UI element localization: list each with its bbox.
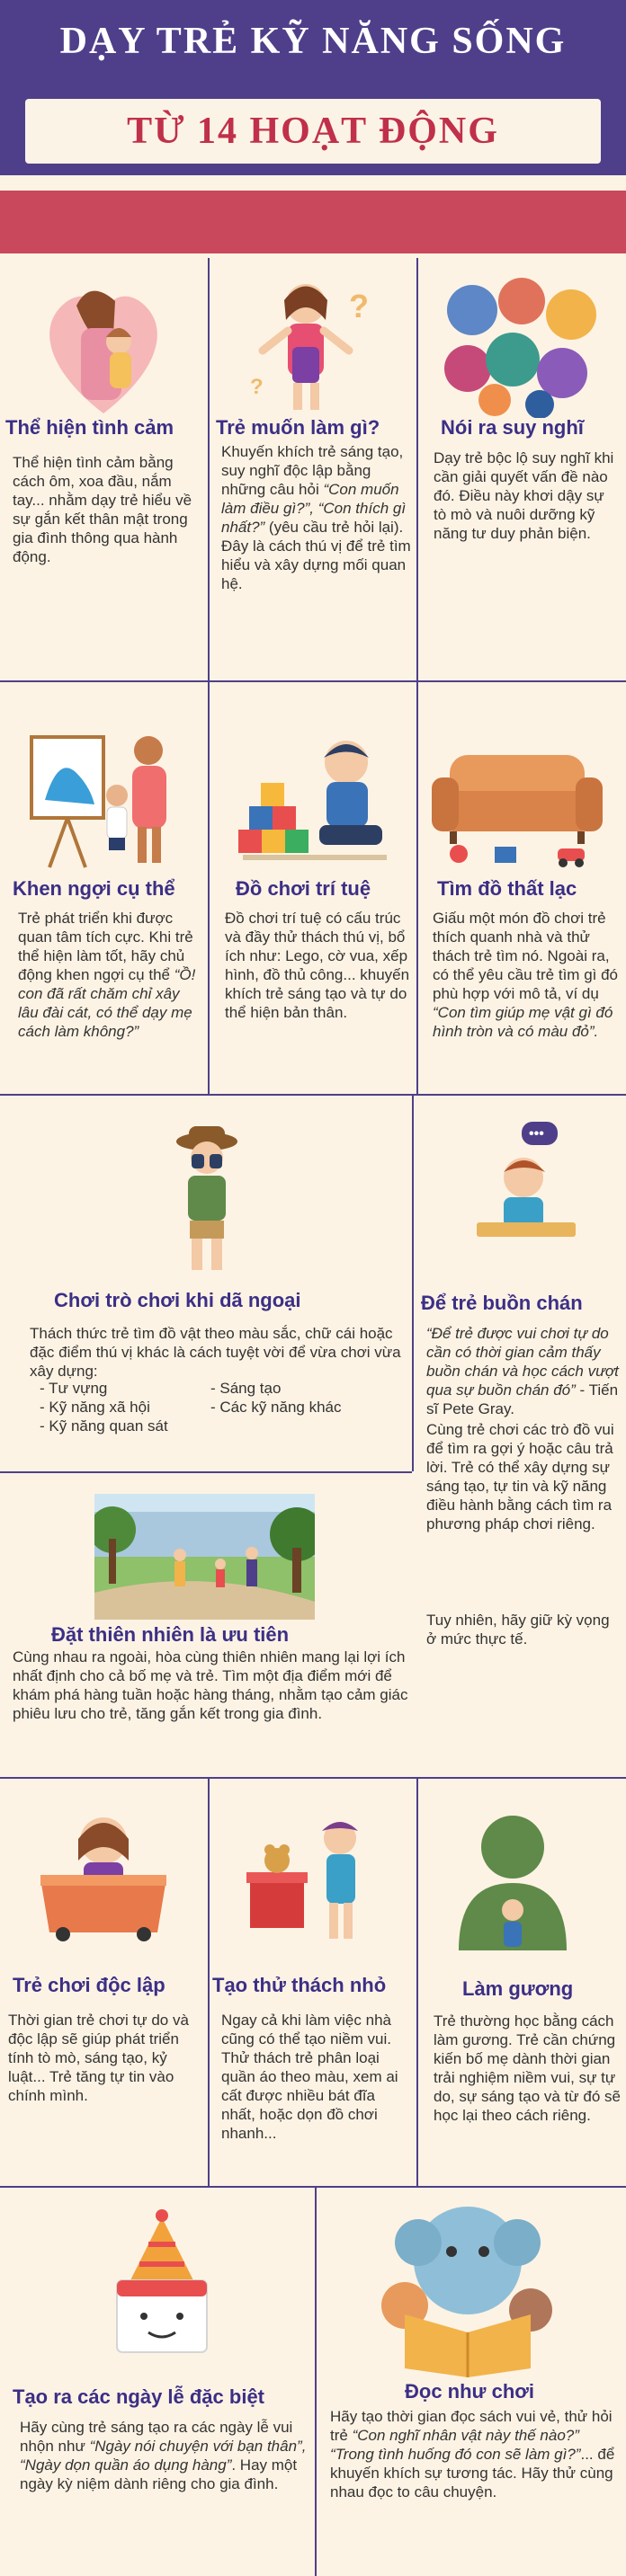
section-title: Khen ngợi cụ thể xyxy=(13,877,175,900)
section-text xyxy=(18,909,202,1041)
bored-boy-illustration xyxy=(477,1122,576,1252)
section-title: Trẻ muốn làm gì? xyxy=(216,416,380,439)
divider xyxy=(208,258,210,1094)
quote: “Con tìm giúp mẹ vật gì đó hình tròn và có màu đỏ”. xyxy=(433,1004,613,1040)
list-item: - Kỹ năng xã hội xyxy=(40,1399,150,1416)
section-text xyxy=(221,442,412,593)
section-title: Tìm đồ thất lạc xyxy=(437,877,577,900)
section-text xyxy=(433,909,622,1041)
divider xyxy=(0,1094,626,1096)
section-text: Thời gian trẻ chơi tự do và độc lập sẽ giúp phát triển tính tò mò, sáng tạo, kỷ luật... Trẻ tăng tự tin vào chính mình. xyxy=(8,2012,189,2104)
text-part: Hãy tạo thời gian đọc sách vui vẻ, thử hỏi trẻ xyxy=(330,2408,613,2444)
list-item: - Tư vựng xyxy=(40,1380,108,1397)
section-title: Chơi trò chơi khi dã ngoại xyxy=(54,1289,301,1311)
bullet-list xyxy=(210,1379,390,1417)
divider xyxy=(412,1094,414,1471)
section-title: Trẻ chơi độc lập xyxy=(13,1974,165,1996)
text-part: ... để khuyến khích sự tương tác. Hãy thử cùng nhau đọc to câu chuyện. xyxy=(330,2446,615,2500)
section-text: Thách thức trẻ tìm đồ vật theo màu sắc, chữ cái hoặc đặc điểm thú vị khác là cách tuyệt vời để vừa chơi vừa xây dựng: xyxy=(30,1325,401,1380)
section-text: Thể hiện tình cảm bằng cách ôm, xoa đầu, nắm tay... nhằm dạy trẻ hiểu về sự gắn kết thân mật trong gia đình thông qua hành động. xyxy=(13,454,192,565)
thinking-heads-illustration xyxy=(441,274,603,422)
parent-reflection-illustration xyxy=(441,1807,585,1955)
section-title: Tạo ra các ngày lễ đặc biệt xyxy=(13,2385,265,2408)
section-text xyxy=(330,2407,622,2501)
section-title: Nói ra suy nghĩ xyxy=(441,416,584,439)
svg-text:?: ? xyxy=(349,288,369,324)
text-part: (yêu cầu trẻ hỏi lại). Đây là cách thú vị để trẻ tìm hiểu và xây dựng mối quan hệ. xyxy=(221,519,411,592)
text-part: Giấu một món đồ chơi trẻ thích quanh nhà và thử thách trẻ tìm nó. Ngoài ra, có thể yêu cầu trẻ tìm gì đó phù hợp với mô tả, ví dụ xyxy=(433,910,619,1002)
section-text xyxy=(20,2418,312,2493)
section-text: Trẻ thường học bằng cách làm gương. Trẻ cần chứng kiến bố mẹ dành thời gian trải nghiệm niềm vui, sự tự do, sự sáng tạo và từ đó sẽ học lại theo cách riêng. xyxy=(434,2012,621,2124)
boy-building-blocks-illustration xyxy=(229,726,400,875)
divider xyxy=(416,1777,418,2186)
section-title: Để trẻ buồn chán xyxy=(421,1292,583,1314)
quote: “Để trẻ được vui chơi tự do cần có thời gian cảm thấy buồn chán và học cách vượt qua sự buồn chán đó” xyxy=(426,1325,619,1399)
divider xyxy=(0,680,626,682)
child-tidying-toys-illustration xyxy=(241,1802,389,1955)
section-title: Thể hiện tình cảm xyxy=(5,416,174,439)
girl-thinking-illustration xyxy=(243,268,387,425)
section-text: Ngay cả khi làm việc nhà cũng có thể tạo niềm vui. Thử thách trẻ phân loại quần áo theo màu, xem ai cất được nhiều bát đĩa nhất, hoặc dọn đồ chơi nhanh... xyxy=(221,2012,398,2142)
quote: “Con muốn làm điều gì?”, “Con thích gì nhất?” xyxy=(221,481,407,536)
quote-author: - Tiến sĩ Pete Gray. xyxy=(426,1381,619,1417)
divider xyxy=(416,258,418,1094)
page-title-line2: TỪ 14 HOẠT ĐỘNG xyxy=(127,111,499,152)
section-text: Tuy nhiên, hãy giữ kỳ vọng ở mức thực tế. xyxy=(426,1612,610,1648)
divider xyxy=(315,2186,317,2576)
divider xyxy=(0,2186,626,2188)
section-text: Cùng trẻ chơi các trò đồ vui để tìm ra gợi ý hoặc câu trả lời. Trẻ có thể xây dựng sự sáng tạo, tự tin và kỹ năng điều hành bằng cách tìm ra phương pháp chơi riêng. xyxy=(426,1421,614,1532)
girl-in-box-illustration xyxy=(31,1807,175,1946)
decorative-band xyxy=(0,191,626,253)
section-title: Làm gương xyxy=(462,1977,574,2000)
list-item: - Sáng tạo xyxy=(210,1380,282,1397)
bullet-list xyxy=(40,1379,219,1435)
text-part: Trẻ phát triển khi được quan tâm tích cực. Khi trẻ thể hiện làm tốt, hãy chủ động khen ngợi cụ thể xyxy=(18,910,193,983)
text-part: Hãy cùng trẻ sáng tạo ra các ngày lễ vui nhộn như xyxy=(20,2419,293,2455)
hug-illustration xyxy=(36,270,171,427)
list-item: - Các kỹ năng khác xyxy=(210,1399,342,1416)
divider xyxy=(208,1777,210,2186)
divider xyxy=(0,1471,412,1473)
quote: “Ồ! con đã rất chăm chỉ xây lâu đài cát, có thể dạy mẹ cách làm không?” xyxy=(18,966,196,1040)
quote: “Ngày nói chuyện với bạn thân”, “Ngày dọn quần áo dụng hàng” xyxy=(20,2438,307,2474)
quote: “Con nghĩ nhân vật này thế nào?” “Trong tình huống đó con sẽ làm gì?” xyxy=(330,2427,581,2463)
text-part: Khuyến khích trẻ sáng tạo, suy nghĩ độc lập bằng những câu hỏi xyxy=(221,443,404,498)
party-calendar-illustration xyxy=(108,2208,216,2366)
svg-text:•••: ••• xyxy=(529,1126,544,1141)
section-text: Dạy trẻ bộc lộ suy nghĩ khi cần giải quyết vấn đề nào đó. Điều này khơi dậy sự tò mò và nuôi dưỡng kỹ năng tư duy phản biện. xyxy=(434,449,614,542)
section-text: Cùng nhau ra ngoài, hòa cùng thiên nhiên mang lại lợi ích nhất định cho cả bố mẹ và trẻ. Tìm một địa điểm mới để khám phá hàng tuần hoặc hàng tháng, nhằm tạo cảm giác phiêu lưu cho trẻ, tăng gắn kết trong gia đình. xyxy=(13,1648,408,1722)
page-title-line1: DẠY TRẺ KỸ NĂNG SỐNG xyxy=(59,21,567,62)
section-title: Tạo thử thách nhỏ xyxy=(212,1974,387,1996)
painting-illustration xyxy=(22,719,189,876)
section-text xyxy=(426,1324,620,1418)
explorer-binoculars-illustration xyxy=(166,1122,247,1279)
section-text: Đồ chơi trí tuệ có cấu trúc và đầy thử thách thú vị, bổ ích như: Lego, cờ vua, xếp hình, đồ thủ công... khuyến khích trẻ sáng tạo và tự do thể hiện bản thân. xyxy=(225,910,410,1021)
svg-text:?: ? xyxy=(250,375,264,399)
list-item: - Kỹ năng quan sát xyxy=(40,1417,168,1435)
reading-animals-illustration xyxy=(369,2198,567,2382)
family-park-illustration xyxy=(94,1494,315,1624)
divider xyxy=(0,1777,626,1779)
section-title: Đặt thiên nhiên là ưu tiên xyxy=(51,1623,290,1646)
sofa-toys-illustration xyxy=(432,728,612,876)
section-title: Đọc như chơi xyxy=(405,2380,535,2403)
text-part: . Hay một ngày kỳ niệm dành riêng cho gia đình. xyxy=(20,2456,298,2492)
section-title: Đồ chơi trí tuệ xyxy=(236,877,371,900)
